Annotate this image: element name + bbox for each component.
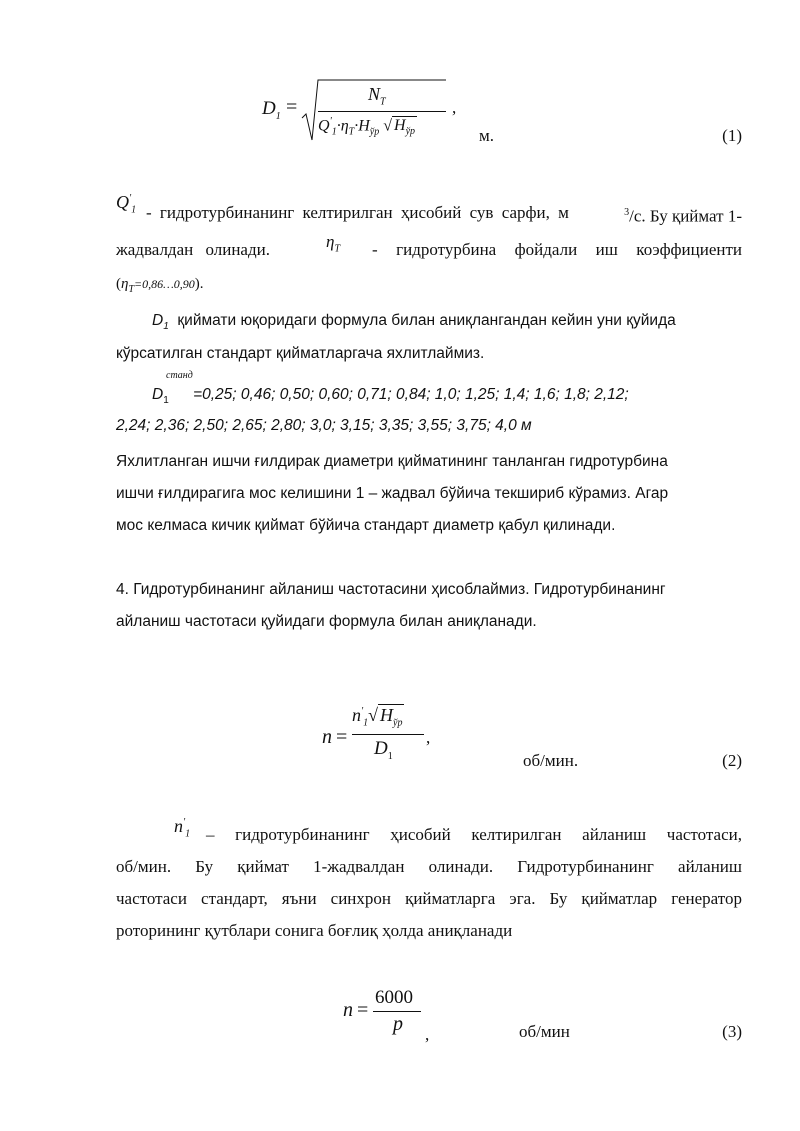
eta-t-symbol: $\eta_T$	[326, 232, 340, 255]
p1-line-2: жадвалдан олинади. $\eta_T$ - гидротурбина фойдали иш коэффициенти	[116, 232, 742, 259]
formula-1-equals: =	[286, 96, 298, 118]
formula-1-unit: м.	[479, 126, 495, 145]
formula-2-equals: =	[336, 726, 348, 748]
p1-line-3: $(\eta_T=0,86\dots 0,90)$.	[116, 276, 204, 295]
p4-line-2: айланиш частотаси қуйидаги формула билан аниқланади.	[116, 613, 537, 630]
formula-2-number: (2)	[722, 751, 742, 770]
formula-2-unit: об/мин.	[523, 751, 579, 770]
p2-line-1: $D_1$ қиймати юқоридаги формула билан аниқлангандан кейин уни қуйида	[152, 312, 676, 333]
standard-line-2: 2,24; 2,36; 2,50; 2,65; 2,80; 3,0; 3,15; 3,35; 3,55; 3,75; 4,0 м	[116, 417, 532, 434]
p5-line-1: – гидротурбинанинг ҳисобий келтирилган айланиш частотаси,	[206, 825, 742, 844]
p5-line-4: роторининг қутблари сонига боғлиқ ҳолда аниқланади	[116, 921, 513, 940]
formula-1-numerator: $N_T$	[368, 84, 386, 108]
formula-1-number: (1)	[722, 126, 742, 145]
formula-3-comma: ,	[425, 1025, 430, 1044]
p3-line-3: мос келмаса кичик қиймат бўйича стандарт диаметр қабул қилинади.	[116, 517, 616, 534]
formula-1-denominator: $Q'_1\cdot\eta_T\cdot H_{ўр}$ √ $H_{ўр}$	[318, 116, 416, 138]
p1-line-1: - гидротурбинанинг келтирилган ҳисобий сув сарфи, м $^3$/с. Бу қиймат 1-	[146, 203, 742, 226]
formula-1-comma: ,	[452, 98, 457, 117]
p2-line-2: кўрсатилган стандарт қийматларгача яхлитлаймиз.	[116, 345, 485, 362]
formula-2-comma: ,	[426, 728, 431, 747]
d1-symbol: $D_1$	[152, 312, 169, 333]
p3-line-1: Яхлитланган ишчи ғилдирак диаметри қийматининг танланган гидротурбина	[116, 453, 668, 470]
n1-symbol: $n'_1$	[174, 816, 191, 840]
formula-3-equals: =	[357, 999, 369, 1021]
formula-3-unit: об/мин	[519, 1022, 570, 1041]
standard-line-1: $D_1 =0,25$; 0,46; 0,50; 0,60; 0,71; 0,84; 1,0; 1,25; 1,4; 1,6; 1,8; 2,12;	[152, 386, 629, 407]
q1-symbol: $Q'_1$	[116, 192, 137, 216]
formula-3-fraction-bar	[373, 1011, 421, 1012]
formula-2-numerator: $n'_1√$ $H_{ўр}$	[352, 705, 403, 729]
formula-2-denominator: $D_1$	[374, 738, 393, 762]
formula-1-lhs: $D_1$	[262, 98, 281, 122]
d-stand-symbol: $D_1$	[152, 386, 169, 407]
formula-3-number: (3)	[722, 1022, 742, 1041]
formula-2-lhs: n	[322, 726, 332, 748]
p4-line-1: 4. Гидротурбинанинг айланиш частотасини ҳисоблаймиз. Гидротурбинанинг	[116, 581, 666, 598]
formula-2-fraction-bar	[352, 734, 424, 735]
p3-line-2: ишчи ғилдирагига мос келишини 1 – жадвал бўйича текшириб кўрамиз. Агар	[116, 485, 669, 502]
formula-1-fraction-bar	[318, 111, 446, 112]
formula-3-denominator: p	[393, 1013, 403, 1035]
p5-line-3: частотаси стандарт, яъни синхрон қийматларга эга. Бу қийматлар генератор	[116, 889, 742, 908]
formula-3-lhs: n	[343, 999, 353, 1021]
d-stand-superscript: станд	[166, 370, 193, 381]
formula-3-numerator: 6000	[375, 987, 413, 1008]
p5-line-2: об/мин. Бу қиймат 1-жадвалдан олинади. Гидротурбинанинг айланиш	[116, 857, 742, 876]
